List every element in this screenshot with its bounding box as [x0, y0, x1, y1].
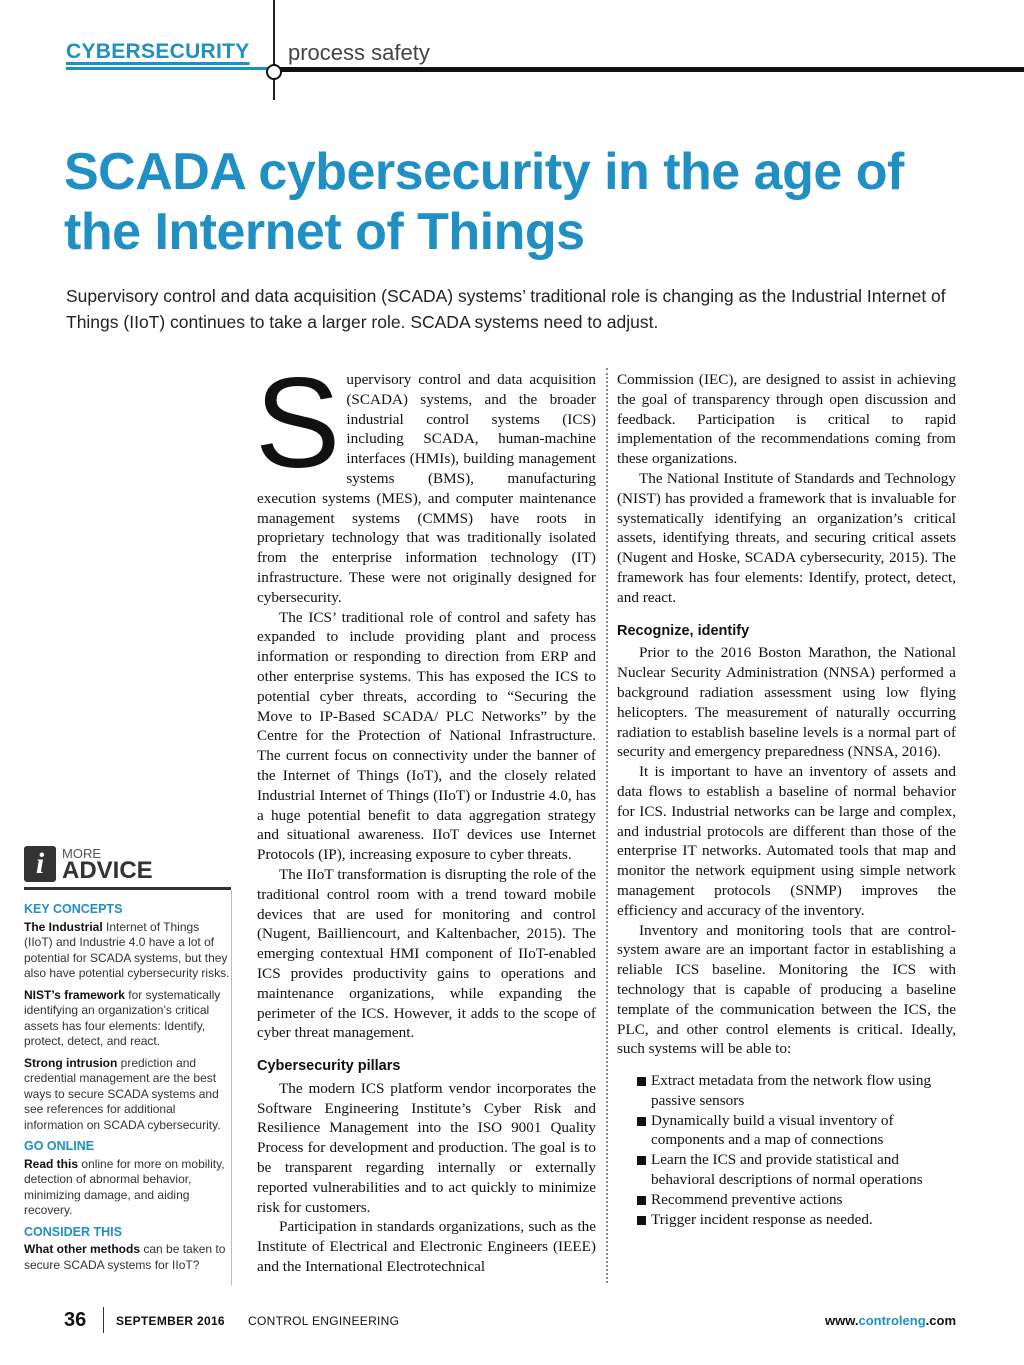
article-title: SCADA cybersecurity in the age of the Internet of Things [64, 143, 904, 261]
paragraph: Inventory and monitoring tools that are control-system aware are an important factor in establishing a reliable ICS baseline. Monitoring the ICS with technology that is capable of producing a baseline template of the communication between the ICS, the PLC, and other control elements is critical. Ideally, such systems will be able to: [617, 921, 956, 1058]
more-label: MORE [62, 845, 101, 861]
paragraph: It is important to have an inventory of assets and data flows to establish a baseline of normal behavior for ICS. Industrial networks can be large and complex, and industrial protocols are different than those of the enterprise IT networks. Automated tools that map and monitor the network equipment using simple network management protocols (SNMP) improves the efficiency and accuracy of the inventory. [617, 763, 956, 919]
info-icon: i [24, 846, 56, 882]
paragraph: Prior to the 2016 Boston Marathon, the National Nuclear Security Administration (NNSA) performed a background radiation assessment using low flying helicopters. The measurement of naturally occurring radiation to establish baseline levels is a normal part of security and emergency preparedness (NNSA, 2016). [617, 644, 956, 761]
subhead-cybersecurity-pillars: Cybersecurity pillars [257, 1058, 401, 1075]
list-item: Dynamically build a visual inventory of components and a map of connections [637, 1111, 956, 1151]
sidebar-item: The Industrial Internet of Things (IIoT) and Industrie 4.0 have a lot of potential for SCADA systems, but they also have potential cybersecurity risks. [24, 919, 230, 980]
key-concepts-heading: KEY CONCEPTS [24, 902, 123, 916]
sidebar-item: What other methods can be taken to secure SCADA systems for IIoT? [24, 1242, 226, 1272]
page-header [0, 0, 1024, 100]
header-circle-marker [266, 64, 282, 80]
sidebar-item: NIST’s framework for systematically identifying an organization’s critical assets has four elements: Identify, protect, detect, and react. [24, 987, 221, 1048]
issue-date: SEPTEMBER 2016 [116, 1314, 225, 1328]
section-label: CYBERSECURITY [66, 40, 250, 63]
article-deck: Supervisory control and data acquisition (SCADA) systems’ traditional role is changing as the Industrial Internet of Things (IIoT) continues to take a larger role. SCADA systems need to adjust. [66, 286, 946, 332]
paragraph: Participation in standards organizations, such as the Institute of Electrical and Electronic Engineers (IEEE) and the International Electrotechnical [257, 1218, 596, 1276]
subhead-recognize-identify: Recognize, identify [617, 622, 750, 639]
subsection-label: process safety [288, 40, 430, 65]
paragraph: Commission (IEC), are designed to assist in achieving the goal of transparency through open discussion and feedback. Participation is critical to rapid implementation of the recommendations coming from these organizations. [617, 371, 956, 468]
sidebar-rule [24, 887, 231, 890]
body-column-1 [255, 352, 596, 1277]
consider-this-heading: CONSIDER THIS [24, 1224, 122, 1239]
list-item: Extract metadata from the network flow using passive sensors [637, 1071, 956, 1111]
footer-divider [103, 1307, 104, 1333]
paragraph: The ICS’ traditional role of control and safety has expanded to include providing plant and process information or responding to direction from ERP and other enterprise systems. This has exposed the ICS to potential cyber threats, according to “Securing the Move to IP-Based SCADA/ PLC Networks” by the Centre for the Protection of National Infrastructure. The current focus on connectivity under the banner of the Internet of Things (IoT), and the closely related Industrial Internet of Things (IIoT) or Industrie 4.0, has a huge potential benefit to data aggregation strategy and situational awareness. IIoT devices use Internet Protocols (IP), increasing exposure to cyber threats. [257, 608, 596, 864]
paragraph: Supervisory control and data acquisition (SCADA) systems, and the broader industrial control systems (ICS) including SCADA, human-machine interfaces (HMIs), building management systems (BMS), manufacturing execution systems (MES), and computer maintenance management systems (CMMS) have roots in proprietary technology that was traditionally isolated from the enterprise information technology (IT) infrastructure. These were not originally designed for cybersecurity. [255, 352, 596, 606]
sidebar-divider [231, 890, 232, 1285]
header-vertical-rule [273, 0, 275, 100]
paragraph: The National Institute of Standards and Technology (NIST) has provided a framework that is invaluable for systematically identifying an organization’s critical assets, identifying threats, and securing critical assets (Nugent and Hoske, SCADA cybersecurity, 2015). The framework has four elements: Identify, protect, detect, and react. [617, 469, 956, 606]
page-footer [0, 1309, 1024, 1333]
list-item: Recommend preventive actions [637, 1190, 956, 1210]
paragraph: The IIoT transformation is disrupting the role of the traditional control room with a trend toward mobile devices that are used for monitoring and control (Nugent, Bailliencourt, and Kaltenbacher, 2015). The emerging contextual HMI component of IIoT-enabled ICS provides productivity gains to operations and maintenance organizations, while expanding the perimeter of the ICS. However, it adds to the scope of cyber threat management. [257, 865, 596, 1042]
drop-cap: S [255, 352, 341, 495]
list-item: Trigger incident response as needed. [637, 1210, 956, 1230]
advice-label: ADVICE [62, 856, 153, 884]
magazine-name: CONTROL ENGINEERING [248, 1314, 400, 1328]
bullet-list [637, 1071, 956, 1229]
column-divider [606, 368, 608, 1283]
go-online-heading: GO ONLINE [24, 1139, 95, 1153]
sidebar-item[interactable]: Read this online for more on mobility, detection of abnormal behavior, minimizing damage, and aiding recovery. [24, 1156, 225, 1217]
paragraph: The modern ICS platform vendor incorporates the Software Engineering Institute’s Cyber Risk and Resilience Management into the ISO 9001 Quality Process for development and production. The goal is to be transparent regarding internally or externally reported vulnerabilities and to act quickly to minimize risk for customers. [257, 1079, 596, 1216]
page-number: 36 [64, 1309, 87, 1331]
sidebar-item: Strong intrusion prediction and credential management are the best ways to secure SCADA systems and see references for additional information on SCADA cybersecurity. [24, 1055, 221, 1132]
list-item: Learn the ICS and provide statistical and behavioral descriptions of normal operations [637, 1150, 956, 1190]
body-column-2 [617, 370, 956, 1229]
website-link[interactable]: www.controleng.com [825, 1313, 956, 1328]
header-horizontal-rule [273, 67, 1024, 72]
more-advice-badge [24, 843, 231, 885]
more-advice-sidebar [24, 843, 231, 1279]
header-accent-rule [66, 67, 272, 70]
